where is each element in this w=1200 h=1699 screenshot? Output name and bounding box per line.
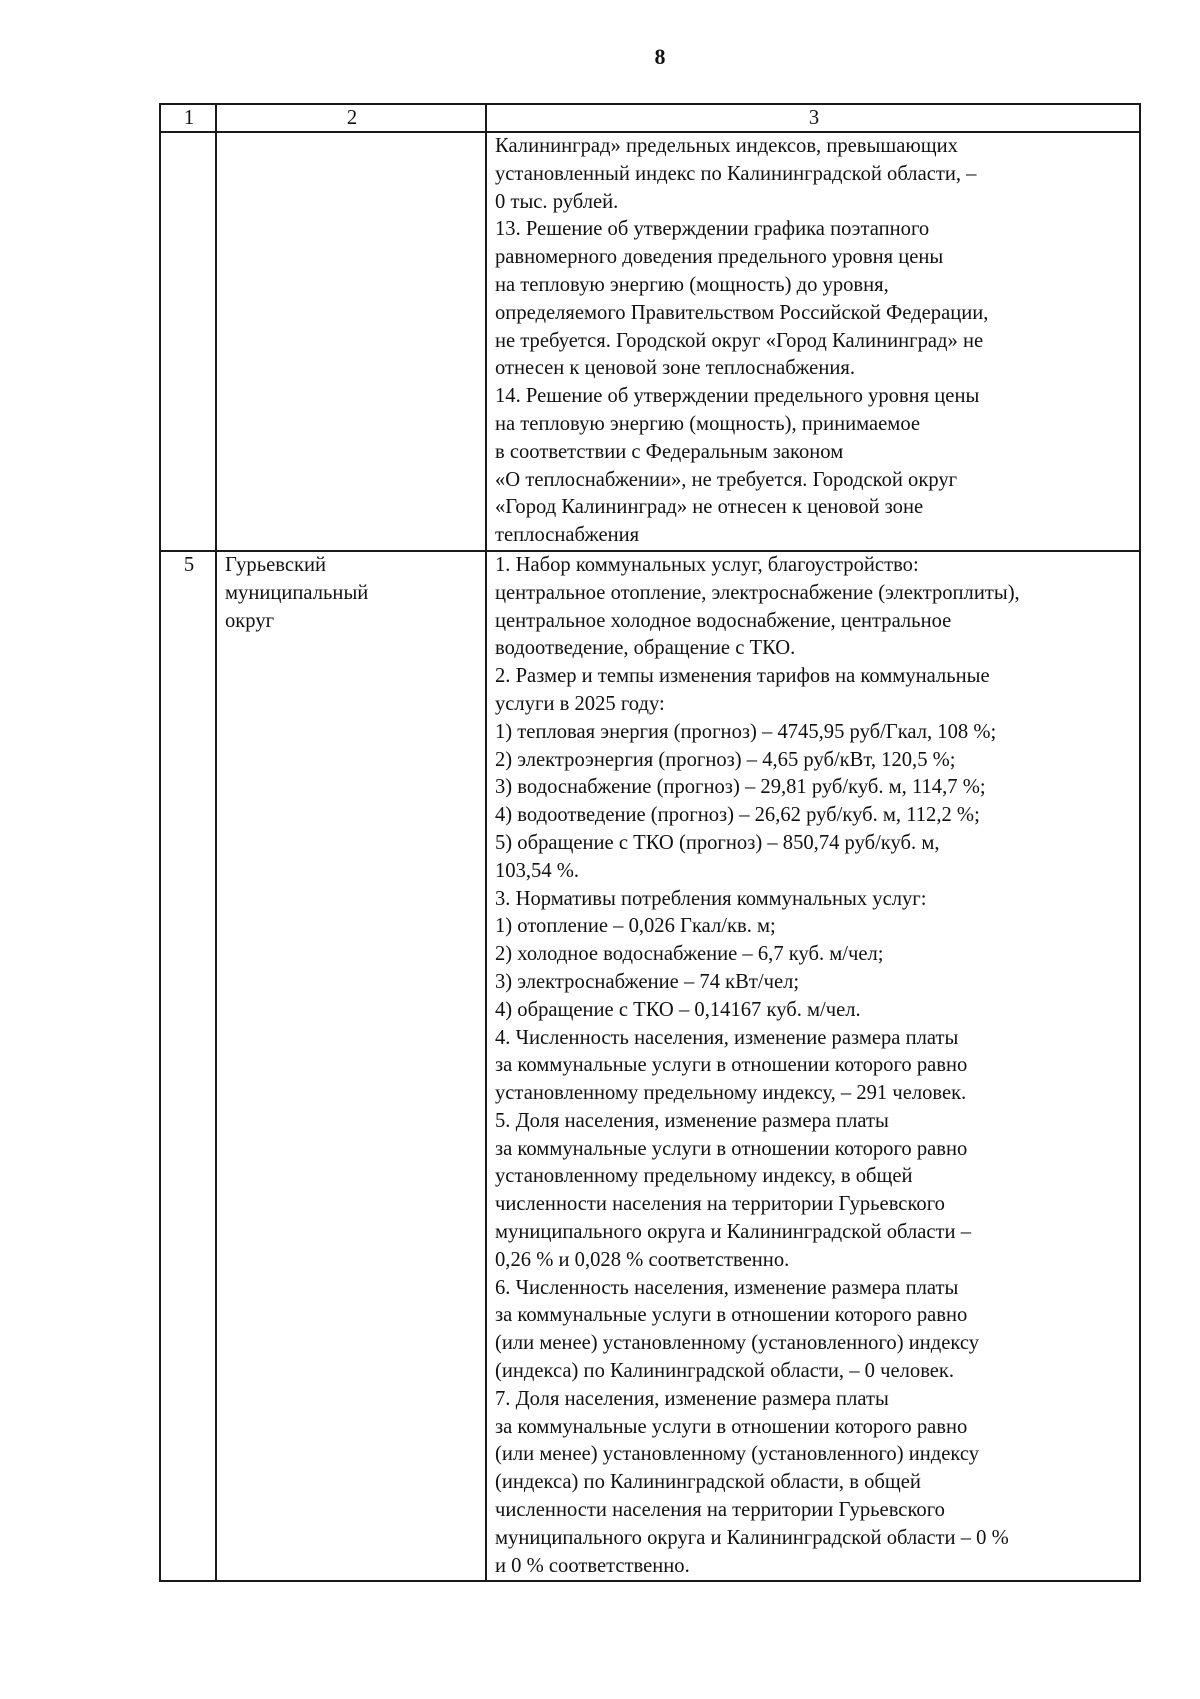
text-line: центральное холодное водоснабжение, центральное [495, 609, 952, 632]
row-number-cell [160, 132, 216, 551]
municipality-name-cell [216, 551, 486, 1581]
text-line: 3) водоснабжение (прогноз) – 29,81 руб/куб. м, 114,7 %; [495, 776, 986, 799]
column-header-3: 3 [486, 104, 1140, 132]
text-line: численности населения на территории Гурьевского [495, 1499, 945, 1522]
text-line: муниципального округа и Калининградской области – 0 % [495, 1526, 1009, 1549]
text-line: в соответствии с Федеральным законом [495, 440, 844, 463]
text-line: центральное отопление, электроснабжение (электроплиты), [495, 581, 1020, 604]
municipality-name-line: Гурьевский [225, 553, 327, 576]
text-line: установленному предельному индексу, в общей [495, 1165, 913, 1188]
text-line: 5) обращение с ТКО (прогноз) – 850,74 руб/куб. м, [495, 831, 940, 854]
text-line: 2. Размер и темпы изменения тарифов на коммунальные [495, 665, 990, 688]
table-row-continuation [160, 132, 1140, 551]
municipality-name-line: округ [225, 609, 275, 632]
text-line: (индекса) по Калининградской области, – 0 человек. [495, 1360, 955, 1383]
text-line: и 0 % соответственно. [495, 1554, 690, 1577]
text-line: 3) электроснабжение – 74 кВт/чел; [495, 970, 800, 993]
text-line: 6. Численность населения, изменение размера платы [495, 1276, 959, 1299]
text-line: 3. Нормативы потребления коммунальных услуг: [495, 887, 927, 910]
text-line: равномерного доведения предельного уровня цены [495, 246, 944, 269]
text-line: «Город Калининград» не отнесен к ценовой зоне [495, 496, 924, 519]
text-line: численности населения на территории Гурьевского [495, 1193, 945, 1216]
text-line: на тепловую энергию (мощность) до уровня, [495, 273, 889, 296]
text-line: 5. Доля населения, изменение размера платы [495, 1109, 889, 1132]
text-line: за коммунальные услуги в отношении которого равно [495, 1304, 968, 1327]
text-line: 14. Решение об утверждении предельного уровня цены [495, 385, 980, 408]
text-line: на тепловую энергию (мощность), принимаемое [495, 412, 921, 435]
text-line: 4. Численность населения, изменение размера платы [495, 1026, 959, 1049]
municipal-indices-table [159, 103, 1141, 1582]
municipality-name-line: муниципальный [225, 581, 369, 604]
text-line: теплоснабжения [495, 524, 640, 547]
text-line: Калининград» предельных индексов, превышающих [495, 135, 958, 157]
text-line: за коммунальные услуги в отношении которого равно [495, 1137, 968, 1160]
text-line: 1) отопление – 0,026 Гкал/кв. м; [495, 915, 776, 938]
text-line: (индекса) по Калининградской области, в общей [495, 1471, 921, 1494]
text-line: 1. Набор коммунальных услуг, благоустройство: [495, 553, 919, 576]
text-line: 13. Решение об утверждении графика поэтапного [495, 218, 930, 241]
text-line: установленный индекс по Калининградской области, – [495, 162, 977, 185]
text-line: 4) водоотведение (прогноз) – 26,62 руб/куб. м, 112,2 %; [495, 804, 980, 827]
text-line: за коммунальные услуги в отношении которого равно [495, 1054, 968, 1077]
text-line: 1) тепловая энергия (прогноз) – 4745,95 руб/Гкал, 108 %; [495, 720, 997, 743]
text-line: за коммунальные услуги в отношении которого равно [495, 1415, 968, 1438]
row-number-cell: 5 [160, 551, 216, 1581]
text-line: 103,54 %. [495, 859, 580, 882]
text-line: водоотведение, обращение с ТКО. [495, 637, 796, 660]
text-line: 4) обращение с ТКО – 0,14167 куб. м/чел. [495, 998, 861, 1021]
details-cell [486, 551, 1140, 1581]
text-line: отнесен к ценовой зоне теплоснабжения. [495, 357, 855, 380]
text-line: 0 тыс. рублей. [495, 190, 619, 213]
page-number: 8 [654, 44, 666, 69]
column-header-2: 2 [216, 104, 486, 132]
text-line: определяемого Правительством Российской Федерации, [495, 301, 989, 324]
text-line: (или менее) установленному (установленного) индексу [495, 1332, 980, 1355]
column-header-1: 1 [160, 104, 216, 132]
municipality-name-cell [216, 132, 486, 551]
details-cell [486, 132, 1140, 551]
text-line: 0,26 % и 0,028 % соответственно. [495, 1248, 790, 1271]
text-line: муниципального округа и Калининградской области – [495, 1221, 972, 1244]
text-line: установленному предельному индексу, – 291 человек. [495, 1082, 967, 1105]
text-line: услуги в 2025 году: [495, 692, 665, 715]
text-line: (или менее) установленному (установленного) индексу [495, 1443, 980, 1466]
table-header-row [160, 104, 1140, 132]
text-line: не требуется. Городской округ «Город Калининград» не [495, 329, 984, 352]
text-line: «О теплоснабжении», не требуется. Городской округ [495, 468, 958, 491]
text-line: 2) холодное водоснабжение – 6,7 куб. м/чел; [495, 943, 884, 966]
table-row-5 [160, 551, 1140, 1581]
text-line: 7. Доля населения, изменение размера платы [495, 1387, 889, 1410]
text-line: 2) электроэнергия (прогноз) – 4,65 руб/кВт, 120,5 %; [495, 748, 956, 771]
